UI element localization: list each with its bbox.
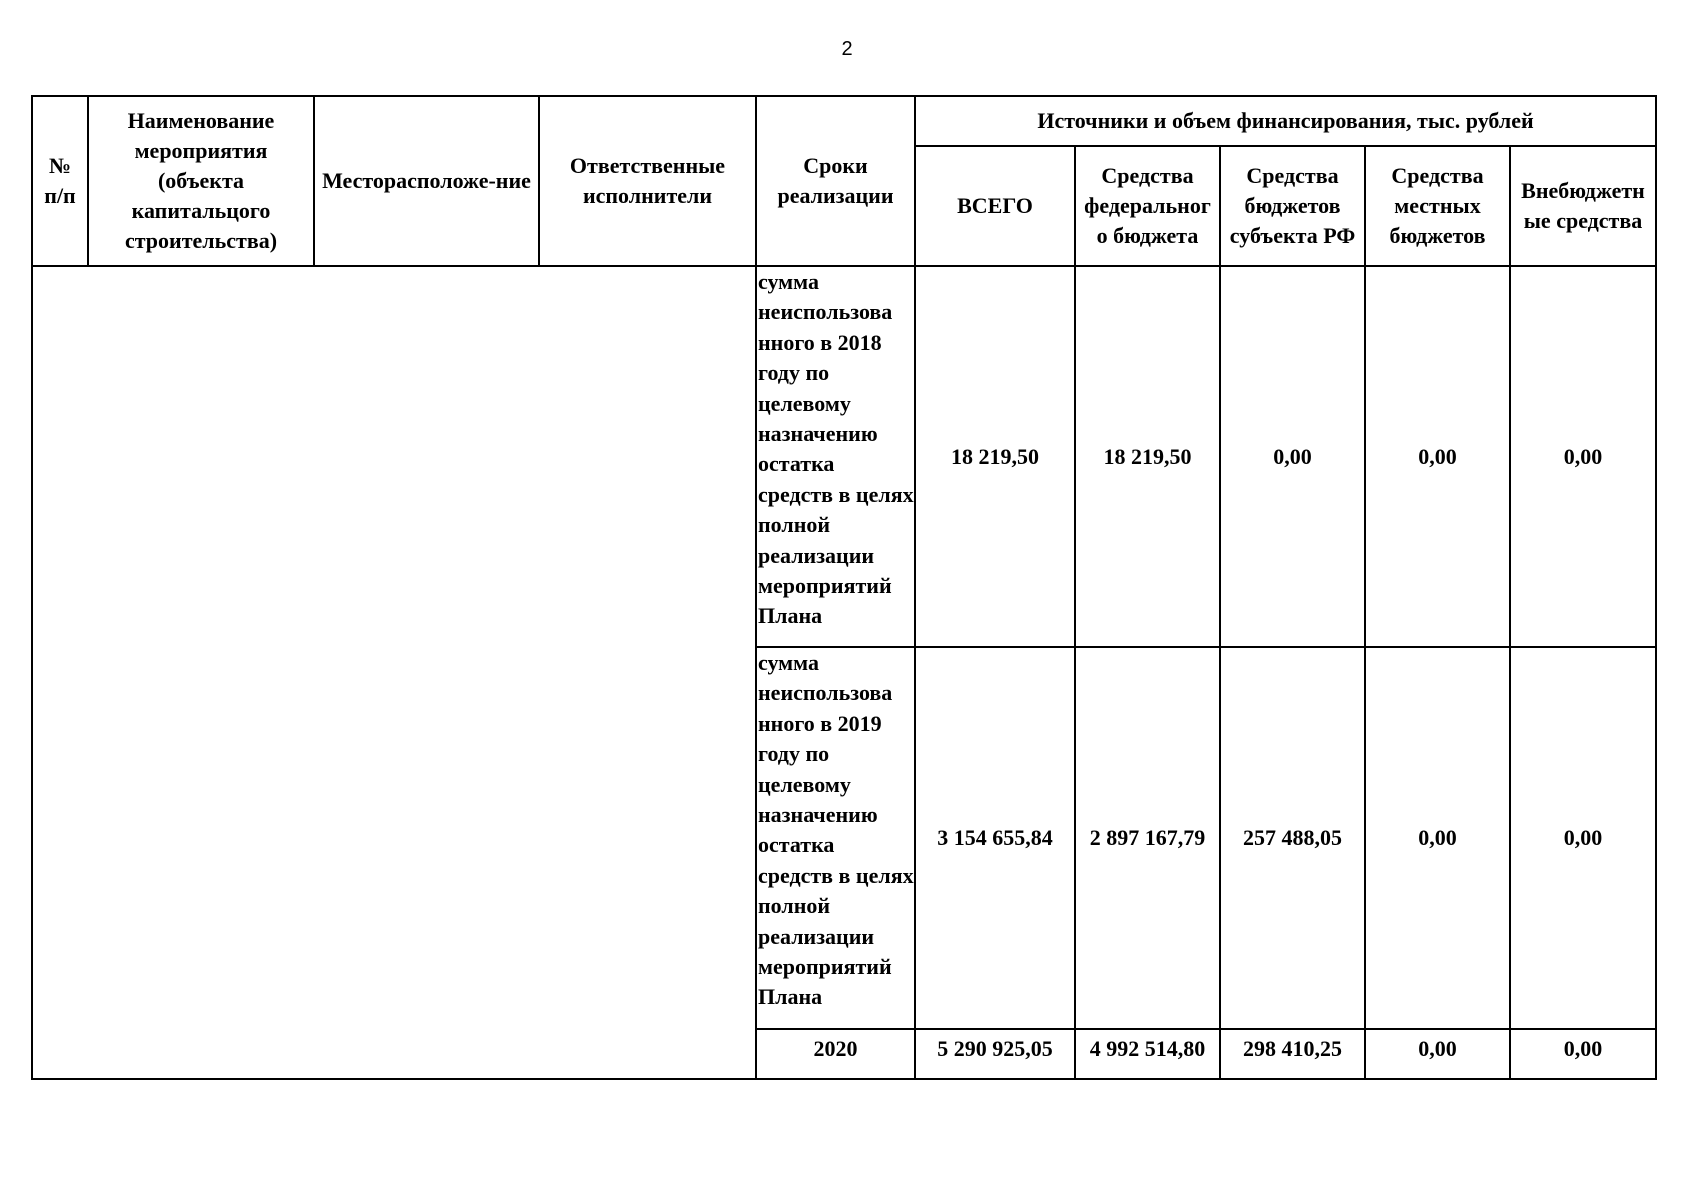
row-regional: 298 410,25 [1220,1029,1365,1079]
row-local: 0,00 [1365,266,1510,647]
header-extrabudget: Внебюджетн ые средства [1510,146,1656,266]
header-number: № п/п [32,96,88,266]
header-period: Сроки реализации [756,96,915,266]
row-total: 3 154 655,84 [915,647,1075,1029]
header-local: Средства местных бюджетов [1365,146,1510,266]
row-period: 2020 [756,1029,915,1079]
row-extrabudget: 0,00 [1510,1029,1656,1079]
row-federal: 2 897 167,79 [1075,647,1220,1029]
table-row [32,266,1656,647]
header-funding-group: Источники и объем финансирования, тыс. рублей [915,96,1656,146]
row-extrabudget: 0,00 [1510,266,1656,647]
row-regional: 0,00 [1220,266,1365,647]
row-period: сумма неиспользова нного в 2018 году по целевому назначению остатка средств в целях полной реализации мероприятий Плана [756,266,915,647]
row-local: 0,00 [1365,1029,1510,1079]
row-total: 18 219,50 [915,266,1075,647]
row-extrabudget: 0,00 [1510,647,1656,1029]
financing-table [31,95,1657,1080]
empty-merged-cell [32,266,756,1079]
header-total: ВСЕГО [915,146,1075,266]
header-name: Наименование мероприятия (объекта капитальцого строительства) [88,96,314,266]
header-responsible: Ответственные исполнители [539,96,756,266]
page-number: 2 [841,38,853,60]
header-federal: Средства федеральног о бюджета [1075,146,1220,266]
row-local: 0,00 [1365,647,1510,1029]
row-total: 5 290 925,05 [915,1029,1075,1079]
header-location: Месторасположе-ние [314,96,539,266]
header-regional: Средства бюджетов субъекта РФ [1220,146,1365,266]
row-period: сумма неиспользова нного в 2019 году по целевому назначению остатка средств в целях полной реализации мероприятий Плана [756,647,915,1029]
row-federal: 4 992 514,80 [1075,1029,1220,1079]
row-federal: 18 219,50 [1075,266,1220,647]
row-regional: 257 488,05 [1220,647,1365,1029]
